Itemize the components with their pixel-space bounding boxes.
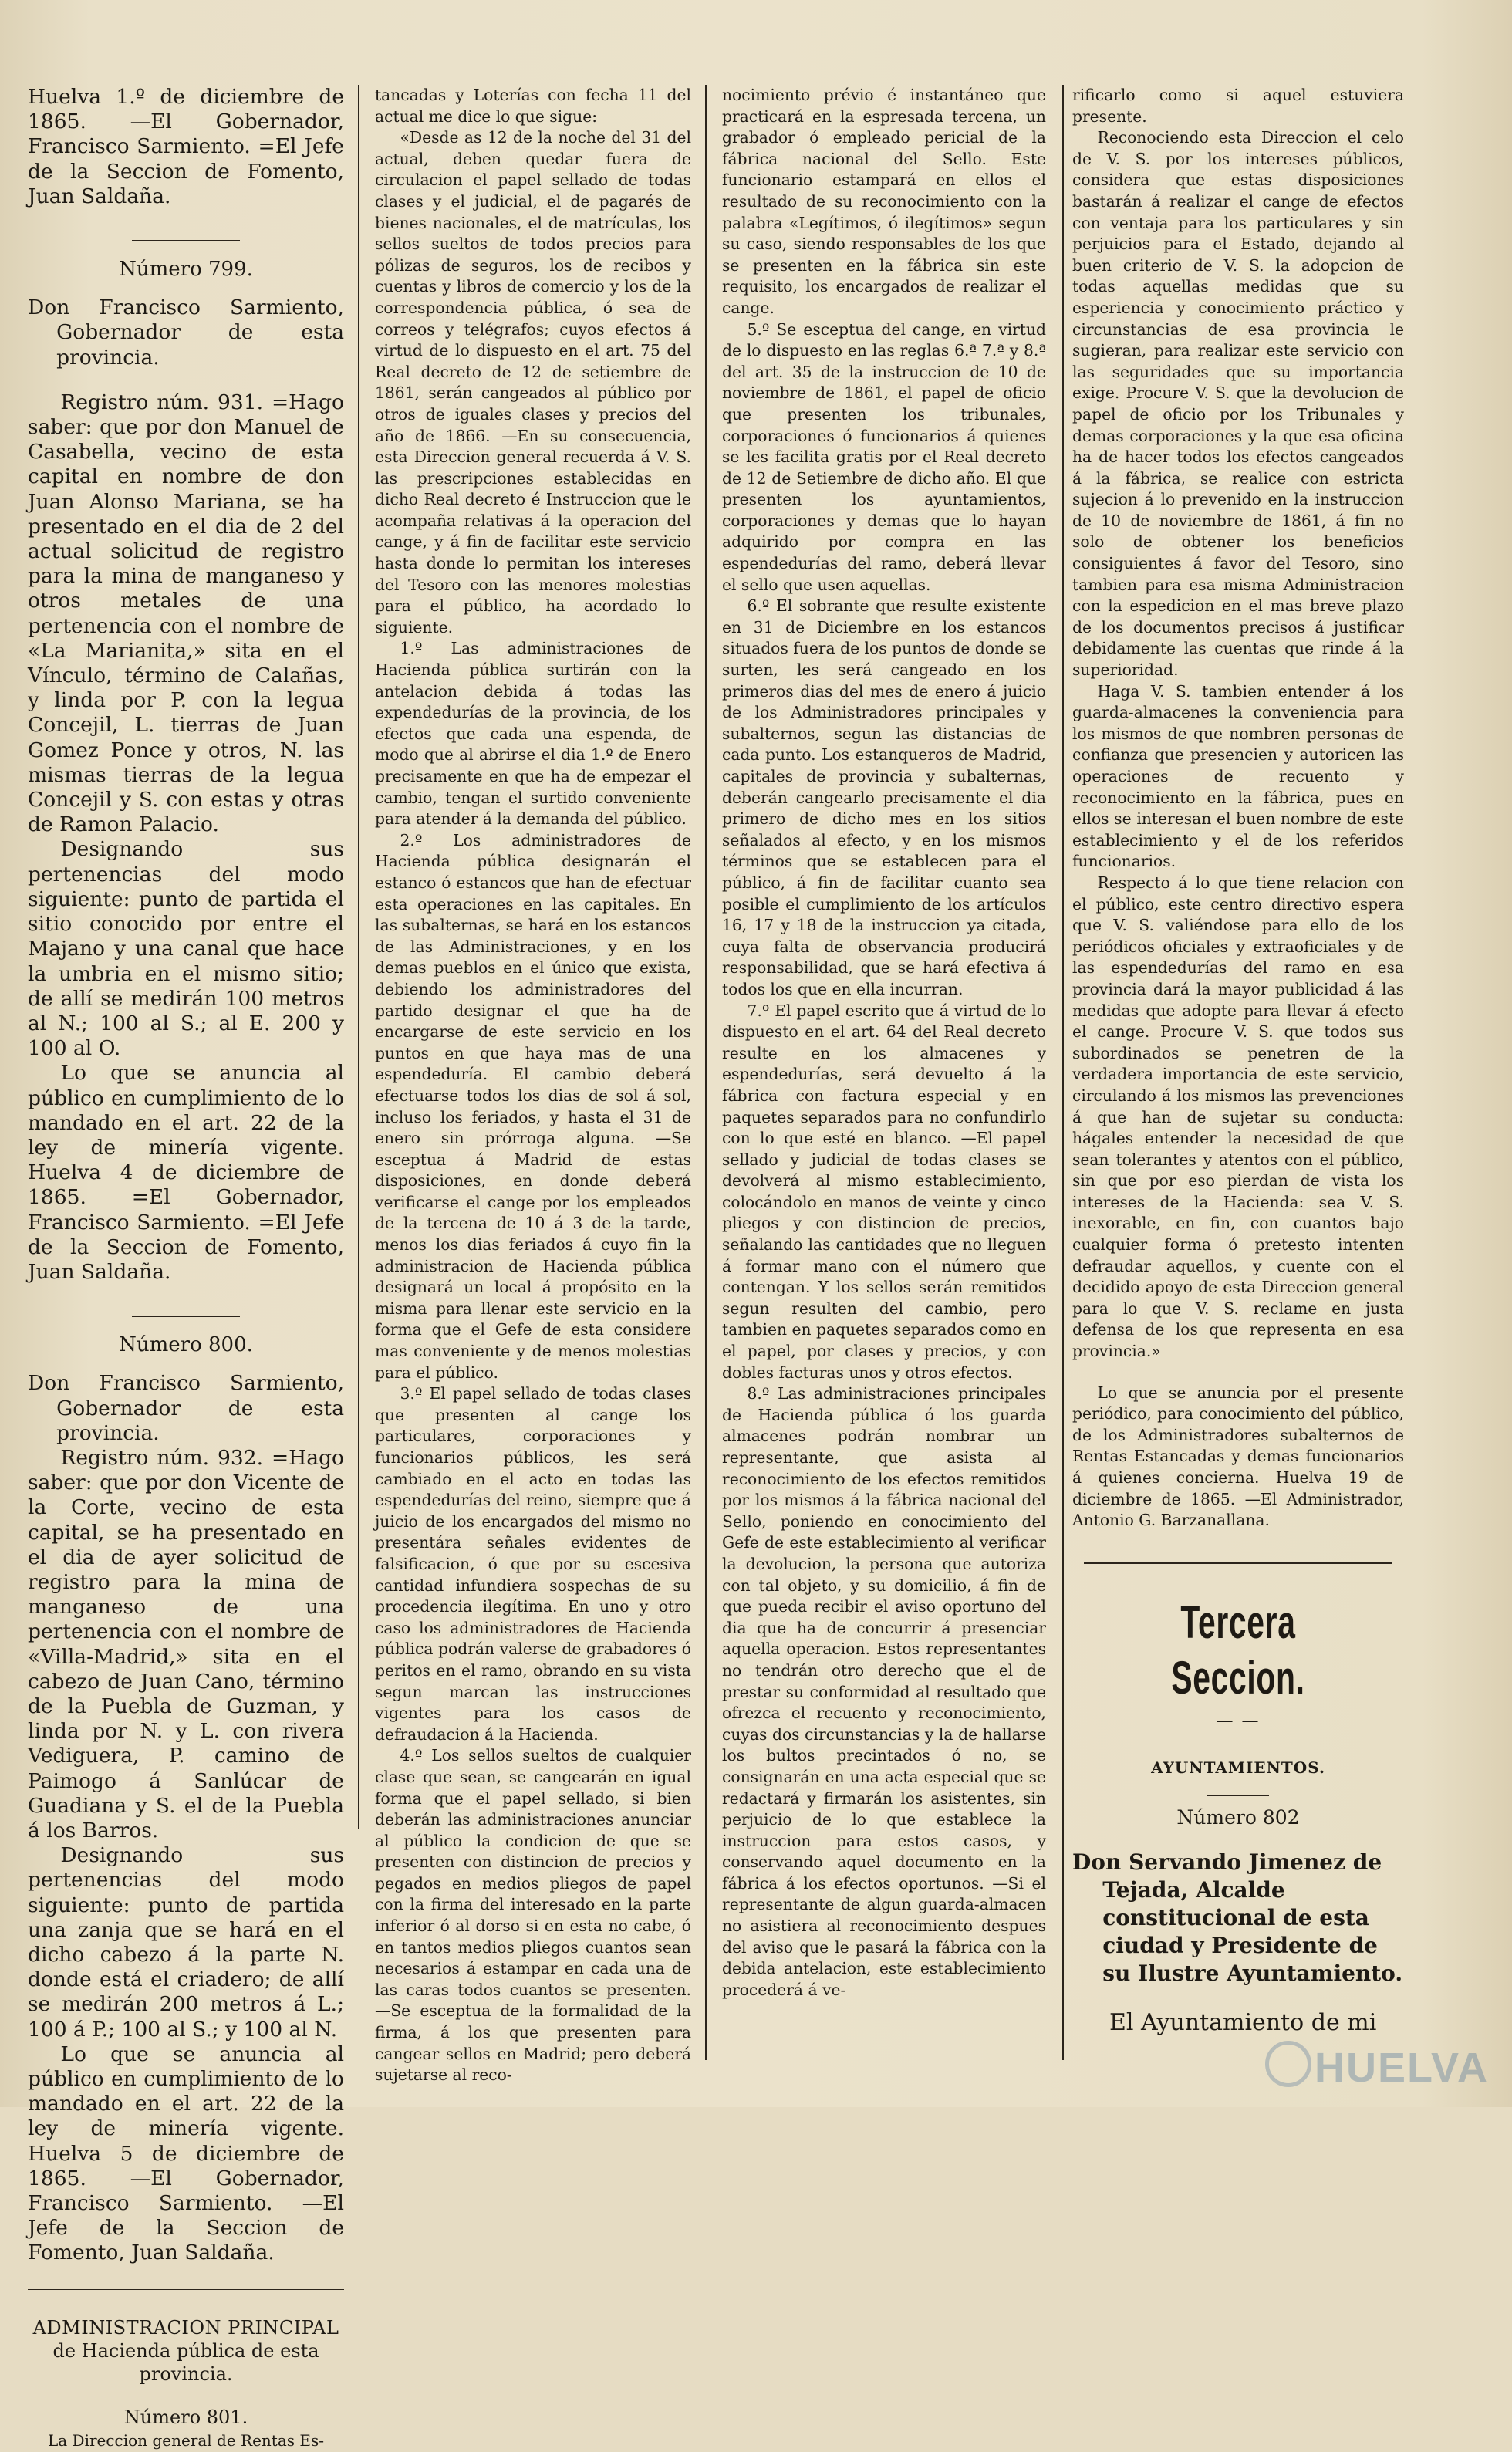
previous-notice-signature: Huelva 1.º de diciembre de 1865. —El Gobernador, Francisco Sarmiento. =El Jefe de la Seccion de Fomento, Juan Saldaña. [28, 85, 344, 208]
section-dash: — — [1216, 1711, 1261, 1731]
article-5: 5.º Se esceptua del cange, en virtud de lo dispuesto en las reglas 6.ª 7.ª y 8.ª del art. 35 de la instruccion de 10 de noviembre de 1861, el papel de oficio que presenten los tribunales, corporaciones ó funcionarios á quienes se les facilita gratis por el Real decreto de 12 de Setiembre de dicho año. El que presenten los ayuntamientos, corporaciones y demas que lo hayan adquirido por compra en las espendedurías del ramo, deberá llevar el sello que usen aquellas. [722, 319, 1046, 594]
column-3 [722, 85, 1046, 2083]
article-8: 8.º Las administraciones principales de Hacienda pública ó los guarda almacenes podrán nombrar un representante, que asista al reconocimiento de los efectos remitidos por los mismos á la fábrica nacional del Sello, poniendo en conocimiento del Gefe de este establecimiento al verificar la devolucion, la persona que autoriza con tal objeto, y su domicilio, á fin de que pueda recibir el aviso oportuno del dia que ha de concurrir á presenciar aquella operacion. Estos representantes no tendrán otro derecho que el de prestar su conformidad al resultado que ofrezca el recuento y reconocimiento, cuyas dos circunstancias y la de hallarse los bultos precintados ó no, se consignarán en una acta especial que se redactará y firmarán los asistentes, sin perjuicio de lo que establece la instruccion para estos casos, y conservando aquel documento en la fábrica á los efectos oportunos. —Si el representante de algun guarda-almacen no asistiera al reconocimiento despues del aviso que le pasará la fábrica con la debida antelacion, este establecimiento procederá á ve- [722, 1384, 1046, 1999]
direction-paragraph-3: Respecto á lo que tiene relacion con el público, este centro directivo espera que V. S. valiéndose para ello de los periódicos oficiales y extraoficiales y de las espendedurías del ramo en esa provincia dará la mayor publicidad á las medidas que adopte para llevar á efecto el cange. Procure V. S. que todos sus subordinados se penetren de la verdadera importancia de este servicio, circulando á los mismos las prevenciones á que han de sujetar su conducta: hágales entender la necesidad de que sean tolerantes y atentos con el público, sin que por eso pierdan de vista los intereses de la Hacienda: sea V. S. inexorable, en fin, con cuantos bajo cualquier forma ó pretesto intenten defraudar aquellos, y cuente con el decidido apoyo de esta Direccion general para lo que V. S. reclame en justa defensa de los que representa en esa provincia.» [1072, 873, 1404, 1361]
notice-799-issuer: Don Francisco Sarmiento, Gobernador de esta provincia. [28, 296, 344, 370]
notice-800-boundaries: Designando sus pertenencias del modo siguiente: punto de partida una zanja que se hará en el dicho cabezo á la parte N. donde está el criadero; de allí se medirán 200 metros á L.; 100 á P.; 100 al S.; y 100 al N. [28, 1843, 344, 2042]
direction-paragraph-2: Haga V. S. tambien entender á los guarda-almacenes la conveniencia para los mismos de que nombren personas de confianza que presencien y autoricen las operaciones de recuento y reconocimiento en la fábrica, pues en ellos se interesan el buen nombre de este establecimiento y el de los referidos funcionarios. [1072, 681, 1404, 871]
column-1 [28, 85, 344, 2450]
article-4-continued: nocimiento prévio é instantáneo que practicará en la espresada tercena, un grabador ó empleado pericial de la fábrica nacional del Sello. Este funcionario estampará en ellos el resultado de su reconocimiento con la palabra «Legítimos, ó ilegítimos» segun su caso, siendo responsables de los que se presenten en la fábrica sin este requisito, los encargados de realizar el cange. [722, 86, 1046, 317]
notice-799-boundaries: Designando sus pertenencias del modo siguiente: punto de partida el sitio conocido por entre el Majano y una canal que hace la umbria en el mismo sitio; de allí se medirán 100 metros al N.; 100 al S.; al E. 200 y 100 al O. [28, 837, 344, 1061]
column-4 [1072, 85, 1404, 2083]
article-3: 3.º El papel sellado de todas clases que presenten al cange los particulares, corporaciones y funcionarios públicos, les será cambiado en el acto en todas las espendedurías del reino, siempre que á juicio de los encargados del mismo no presentára señales evidentes de falsificacion, ó que por su escesiva cantidad infundiera sospechas de su procedencia ilegítima. En uno y otro caso los administradores de Hacienda pública podrán valerse de grabadores ó peritos en el ramo, obrando en su vista segun marcan las instrucciones vigentes para los casos de defraudacion á la Hacienda. [375, 1384, 691, 1744]
notice-801-quote: «Desde as 12 de la noche del 31 del actual, deben quedar fuera de circulacion el papel sellado de todas clases y el judicial, el de pagarés de bienes nacionales, el de matrículas, los sellos sueltos de todos precios para pólizas de seguros, los de recibos y cuentas y libros de comercio y los de la correspondencia pública, ó sea de correos y telégrafos; cuyos efectos á virtud de lo dispuesto en el art. 75 del Real decreto de 12 de setiembre de 1861, serán cangeados al público por otros de iguales clases y precios del año de 1866. —En su consecuencia, esta Direccion general recuerda á V. S. las prescripciones establecidas en dicho Real decreto é Instruccion que le acompaña relativas á la operacion del cange, y á fin de facilitar este servicio hasta donde lo permitan los intereses del Tesoro con las menores molestias para el público, ha acordado lo siguiente. [375, 128, 691, 637]
notice-801-closing: Lo que se anuncia por el presente periódico, para conocimiento del público, de los Administradores subalternos de Rentas Estancadas y demas funcionarios á quienes concierna. Huelva 19 de diciembre de 1865. —El Administrador, Antonio G. Barzanallana. [1072, 1383, 1404, 1530]
article-2: 2.º Los administradores de Hacienda pública designarán el estanco ó estancos que han de efectuar esta operaciones en las capitales. En las subalternas, se hará en los estancos de las Administraciones, y en los demas pueblos en el único que exista, debiendo los administradores del partido designar el que ha de encargarse de este servicio en los puntos en que haya mas de una espendeduría. El cambio deberá efectuarse todos los dias de sol á sol, incluso los feriados, y hasta el 31 de enero sin prórroga alguna. —Se esceptua á Madrid de estas disposiciones, en donde deberá verificarse el cange por los empleados de la tercena de 10 á 3 de la tarde, menos los dias feriados á cuyo fin la administracion de Hacienda pública designará un local á propósito en la misma para llenar este servicio en la forma que el Gefe de esta considere mas conveniente y de menos molestias para el público. [375, 830, 691, 1382]
separator-rule [28, 2288, 344, 2290]
direction-paragraph-1: Reconociendo esta Direccion el celo de V. S. por los intereses públicos, considera que estas disposiciones bastarán á realizar el cange de efectos con ventaja para los particulares y sin perjuicios para el Estado, dejando al buen criterio de V. S. la adopcion de todas aquellas medidas que su esperiencia y conocimiento práctico y circunstancias de esa provincia le sugieran, para realizar este servicio con las seguridades que su importancia exige. Procure V. S. que la devolucion de papel de oficio por los Tribunales y demas corporaciones y la que esa oficina ha de hacer todos los efectos cangeados á la fábrica, se realice con estricta sujecion á lo prevenido en la instruccion de 10 de noviembre de 1861, á fin no solo de obtener los beneficios consiguientes á favor del Tesoro, sino tambien para esa misma Administracion con la espedicion en el mas breve plazo de los documentos precisos á justificar debidamente las cuentas que rinde á la superioridad. [1072, 128, 1404, 680]
separator-rule [1084, 1562, 1392, 1564]
column-divider-1 [358, 85, 359, 1829]
separator-rule [132, 1316, 240, 1317]
administration-title: ADMINISTRACION PRINCIPAL [32, 2316, 339, 2339]
notice-801-text: tancadas y Loterías con fecha 11 del actual me dice lo que sigue: [375, 86, 691, 126]
notice-802-heading: Número 802 [1176, 1805, 1300, 1829]
administration-header [28, 2316, 344, 2452]
article-7: 7.º El papel escrito que á virtud de lo dispuesto en el art. 64 del Real decreto resulte en los almacenes y espendedurías, será devuelto á la fábrica con factura especial y en paquetes separados para no confundirlo con lo que esté en blanco. —El papel sellado y judicial de todas clases se devolverá al mismo establecimiento, colocándolo en manos de veinte y cinco pliegos y con distincion de precios, señalando las cantidades que no lleguen á formar mano con el número que contengan. Y los sellos serán remitidos segun resulten del cambio, pero tambien en paquetes separados como en el papel, por clases y precios, y con dobles facturas unos y otros efectos. [722, 1001, 1046, 1382]
notice-799-closing: Lo que se anuncia al público en cumplimiento de lo mandado en el art. 22 de la ley de minería vigente. Huelva 4 de diciembre de 1865. =El Gobernador, Francisco Sarmiento. =El Jefe de la Seccion de Fomento, Juan Saldaña. [28, 1061, 344, 1284]
separator-rule [1207, 1795, 1269, 1796]
column-2 [375, 85, 691, 2083]
article-4: 4.º Los sellos sueltos de cualquier clase que sean, se cangearán en igual forma que el papel sellado, si bien deberán las administraciones anunciar al público la condicion de que se presenten con distincion de precios y pegados en medios pliegos de papel con la firma del interesado en la parte inferior ó al dorso si en esta no cabe, ó en tantos medios pliegos cuantos sean necesarios á estampar en cada una de las caras todos cuantos se presenten. —Se esceptua de la formalidad de la firma, á los que presenten para cangear sellos en Madrid; pero deberá sujetarse al reco- [375, 1746, 691, 2085]
archive-watermark: HUELVA [1315, 2045, 1489, 2091]
notice-801-heading: Número 801. [123, 2406, 248, 2428]
article-8-continued: rificarlo como si aquel estuviera presente. [1072, 86, 1404, 126]
administration-subtitle: de Hacienda pública de esta provincia. [52, 2339, 319, 2385]
notice-802-start: El Ayuntamiento de mi [1109, 2008, 1377, 2036]
notice-800-closing: Lo que se anuncia al público en cumplimiento de lo mandado en el art. 22 de la ley de minería vigente. Huelva 5 de diciembre de 1865. —El Gobernador, Francisco Sarmiento. —El Jefe de la Seccion de Fomento, Juan Saldaña. [28, 2042, 344, 2265]
column-divider-2 [705, 85, 707, 2060]
subsection-title: AYUNTAMIENTOS. [1151, 1758, 1325, 1778]
notice-799-heading: Número 799. [119, 258, 253, 282]
notice-800-heading: Número 800. [119, 1333, 253, 1357]
article-1: 1.º Las administraciones de Hacienda pública surtirán con la antelacion debida á todas las expendedurías de la provincia, de los efectos que cada una espenda, de modo que al abrirse el dia 1.º de Enero precisamente en que ha de empezar el cambio, tengan el surtido conveniente para atender á la demanda del público. [375, 639, 691, 829]
notice-800-body: Registro núm. 932. =Hago saber: que por don Vicente de la Corte, vecino de esta capital, se ha presentado en el dia de ayer solicitud de registro para la mina de manganeso de una pertenencia con el nombre de «Villa-Madrid,» sita en el cabezo de Juan Cano, término de la Puebla de Guzman, y linda por N. y L. con rivera Vediguera, P. camino de Paimogo á Sanlúcar de Guadiana y S. el de la Puebla á los Barros. [28, 1445, 344, 1842]
column-divider-3 [1062, 85, 1064, 2060]
notice-799-body: Registro núm. 931. =Hago saber: que por don Manuel de Casabella, vecino de esta capital en nombre de don Juan Alonso Mariana, se ha presentado en el dia de 2 del actual solicitud de registro para la mina de manganeso y otros metales de una pertenencia con el nombre de «La Marianita,» sita en el Vínculo, término de Calañas, y linda por P. con la legua Concejil, L. tierras de Juan Gomez Ponce y otros, N. las mismas tierras de la legua Concejil y S. con estas y otras de Ramon Palacio. [28, 390, 344, 837]
archive-logo-icon [1265, 2041, 1311, 2087]
notice-802-issuer: Don Servando Jimenez de Tejada, Alcalde constitucional de esta ciudad y Presidente de su Ilustre Ayuntamiento. [1072, 1849, 1403, 1986]
notice-801-intro: La Direccion general de Rentas Es- [47, 2430, 325, 2450]
notice-800-issuer: Don Francisco Sarmiento, Gobernador de esta provincia. [28, 1371, 344, 1445]
separator-rule [132, 240, 240, 241]
section-title: Tercera Seccion. [1171, 1596, 1305, 1704]
article-6: 6.º El sobrante que resulte existente en 31 de Diciembre en los estancos situados fuera de los puntos de donde se surten, les será cangeado en los primeros dias del mes de enero á juicio de los Administradores principales y subalternos, segun las distancias de cada punto. Los estanqueros de Madrid, capitales de provincia y subalternas, deberán cangearlo precisamente el dia primero de dicho mes en los sitios señalados al efecto, y en los mismos términos que se establecen para el público, á fin de facilitar cuanto sea posible el cumplimiento de los artículos 16, 17 y 18 de la instruccion ya citada, cuya falta de observancia producirá responsabilidad, que se hará efectiva á todos los que en ella incurran. [722, 596, 1046, 998]
